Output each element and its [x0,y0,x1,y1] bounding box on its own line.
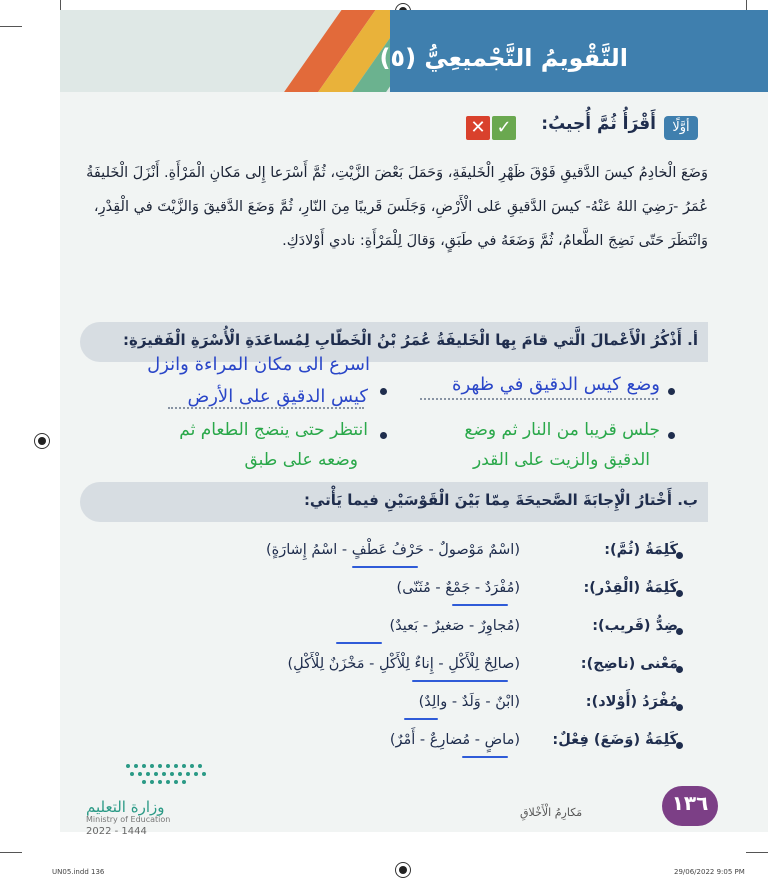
choice-label: كَلِمَةُ (وَضَعَ) فِعْلٌ: [552,732,678,748]
ministry-year: 2022 - 1444 [86,826,147,837]
registration-mark [395,862,411,878]
answer-a1: وضع كيس الدقيق في ظهرة [452,374,660,395]
answer-underline [452,604,508,606]
crop-mark [60,0,61,10]
choice-options: (صالِحٌ لِلْأَكْلِ - إِناءٌ لِلْأَكْلِ - مَخْزَنٌ لِلْأَكْلِ) [287,656,520,672]
choice-options: (ابْنٌ - وَلَدٌ - والِدٌ) [418,694,520,710]
choice-label: مَعْنى (ناضِج): [580,656,678,672]
answer-line [420,398,658,400]
instruction-heading: أَقْرَأُ ثُمَّ أُجيبُ: [541,114,656,134]
question-a-prompt: أ. أَذْكُرُ الْأَعْمالَ الَّتي قامَ بِها الْخَليفَةُ عُمَرُ بْنُ الْخَطّابِ لِمُساعَدَةِ الْأُسْرَةِ الْفَقيرَةِ: [122,331,698,349]
choice-label: مُفْرَدُ (أَوْلاد): [585,694,678,710]
crop-mark [0,26,22,27]
question-b-prompt: ب. أَخْتارُ الْإِجابَةَ الصَّحيحَةَ مِمّا بَيْنَ الْقَوْسَيْنِ فيما يَأْتي: [303,491,698,509]
page-number: ١٣٦ [671,791,709,815]
bullet [668,388,675,395]
bullet [380,432,387,439]
choice-options: (ماضٍ - مُضارِعٌ - أَمْرٌ) [389,732,520,748]
section-one-badge: أوَّلًا [664,116,698,140]
answer-a4-line1: انتظر حتى ينضج الطعام ثم [179,420,368,440]
print-slug-file: UN05.indd 136 [52,868,105,876]
check-icon: ✓ [492,116,516,140]
choice-options: (مُجاوِرٌ - صَغيرٌ - بَعيدٌ) [389,618,520,634]
choice-label: ضِدُّ (قَريب): [592,618,678,634]
answer-a3-line1: جلس قريبا من النار ثم وضع [464,420,660,440]
choice-options: (مُفْرَدٌ - جَمْعٌ - مُثَنّى) [396,580,520,596]
answer-underline [352,566,418,568]
choice-label: كَلِمَةُ (الْقِدْر): [583,580,678,596]
answer-line [168,407,364,409]
footer-section-name: مَكارِمُ الْأَخْلاقِ [520,806,583,819]
page-title: التَّقْويمُ التَّجْميعِيُّ (٥) [379,44,628,72]
answer-underline [404,718,438,720]
answer-underline [336,642,382,644]
bullet [668,432,675,439]
answer-a3-line2: الدقيق والزيت على القدر [473,450,650,470]
ministry-name-en: Ministry of Education [86,815,171,824]
answer-underline [462,756,508,758]
registration-mark [34,433,50,449]
crop-mark [746,0,747,10]
bullet [380,388,387,395]
answer-a4-line2: وضعه على طبق [244,450,358,470]
crop-mark [746,852,768,853]
answer-underline [412,680,508,682]
ministry-name-ar: وزارة التعليم [86,798,165,816]
reading-passage: وَضَعَ الْخادِمُ كيسَ الدَّقيقِ فَوْقَ ظَهْرِ الْخَليفَةِ، وَحَمَلَ بَعْضَ الزَّيْتِ، ثُمَّ أَسْرَعا إِلى مَكانِ الْمَرْأَةِ. أَنْزَلَ الْخَليفَةُ عُمَرُ -رَضِيَ اللهُ عَنْهُ- كيسَ الدَّقيقِ عَلى الْأَرْضِ، وَجَلَسَ قَريبًا مِنَ النّارِ، ثُمَّ وَضَعَ الدَّقيقَ وَالزَّيْتَ في الْقِدْرِ، وَانْتَظَرَ حَتّى نَضِجَ الطَّعامُ، ثُمَّ وَضَعَهُ في طَبَقٍ، وَقالَ لِلْمَرْأَةِ: نادي أَوْلادَكِ. [86,165,708,249]
choice-label: كَلِمَةُ (ثُمَّ): [604,542,678,558]
answer-a2-line1: اسرع الى مكان المراءة وانزل [147,354,370,375]
ministry-logo-icon [124,760,214,790]
choice-options: (اسْمٌ مَوْصولٌ - حَرْفُ عَطْفٍ - اسْمُ إِشارَةٍ) [265,542,520,558]
answer-a2-line2: كيس الدقيق على الأرض [187,386,368,407]
crop-mark [0,852,22,853]
print-slug-date: 29/06/2022 9:05 PM [674,868,745,876]
x-icon: ✕ [466,116,490,140]
